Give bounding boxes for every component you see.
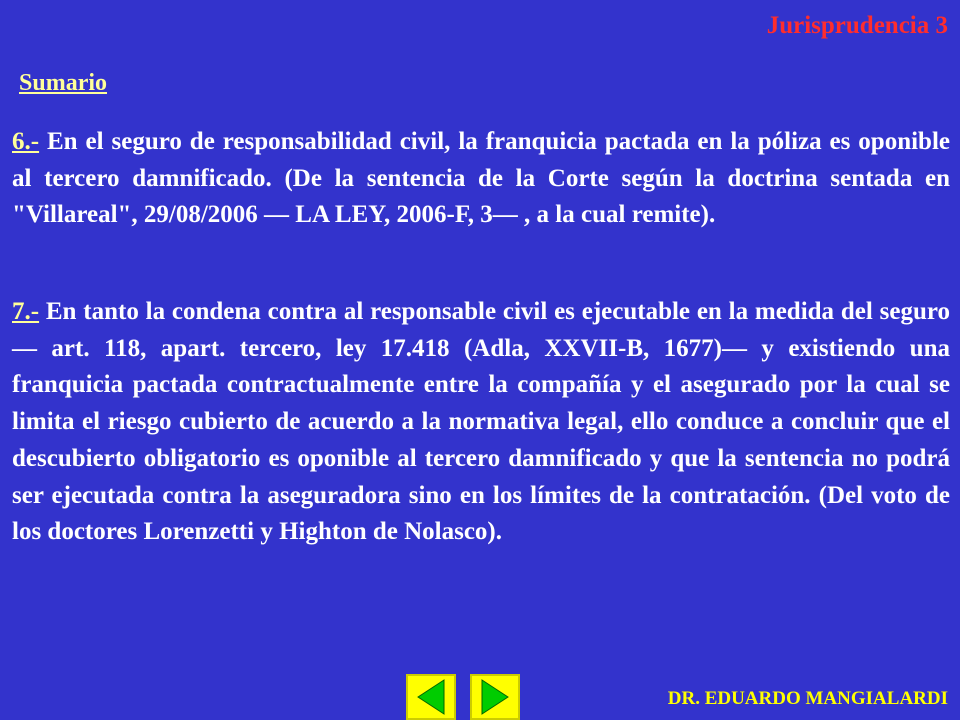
- arrow-right-icon: [472, 676, 518, 718]
- previous-slide-button[interactable]: [406, 674, 456, 720]
- next-slide-button[interactable]: [470, 674, 520, 720]
- item-6-text: En el seguro de responsabilidad civil, la franquicia pactada en la póliza es oponible al tercero damnificado. (De la sentencia de la Corte según la doctrina sentada en "Villareal", 29/08/2006 — LA LEY, 2006-F, 3— , a la cual remite).: [12, 128, 950, 229]
- paragraph-item-6: [12, 124, 950, 234]
- item-6-number-link[interactable]: 6.-: [12, 128, 40, 155]
- paragraph-item-7: [12, 294, 950, 551]
- arrow-left-icon: [408, 676, 454, 718]
- author-footer: DR. EDUARDO MANGIALARDI: [667, 688, 948, 709]
- page-title: Jurisprudencia 3: [766, 12, 948, 39]
- item-7-text: En tanto la condena contra al responsable civil es ejecutable en la medida del seguro — art. 118, apart. tercero, ley 17.418 (Adla, XXVII-B, 1677)— y existiendo una franquicia pactada contractualmente entre la compañía y el asegurado por la cual se limita el riesgo cubierto de acuerdo a la normativa legal, ello conduce a concluir que el descubierto obligatorio es oponible al tercero damnificado y que la sentencia no podrá ser ejecutada contra la aseguradora sino en los límites de la contratación. (Del voto de los doctores Lorenzetti y Highton de Nolasco).: [12, 298, 950, 546]
- item-7-number-link[interactable]: 7.-: [12, 298, 40, 325]
- sumario-link[interactable]: Sumario: [19, 70, 108, 96]
